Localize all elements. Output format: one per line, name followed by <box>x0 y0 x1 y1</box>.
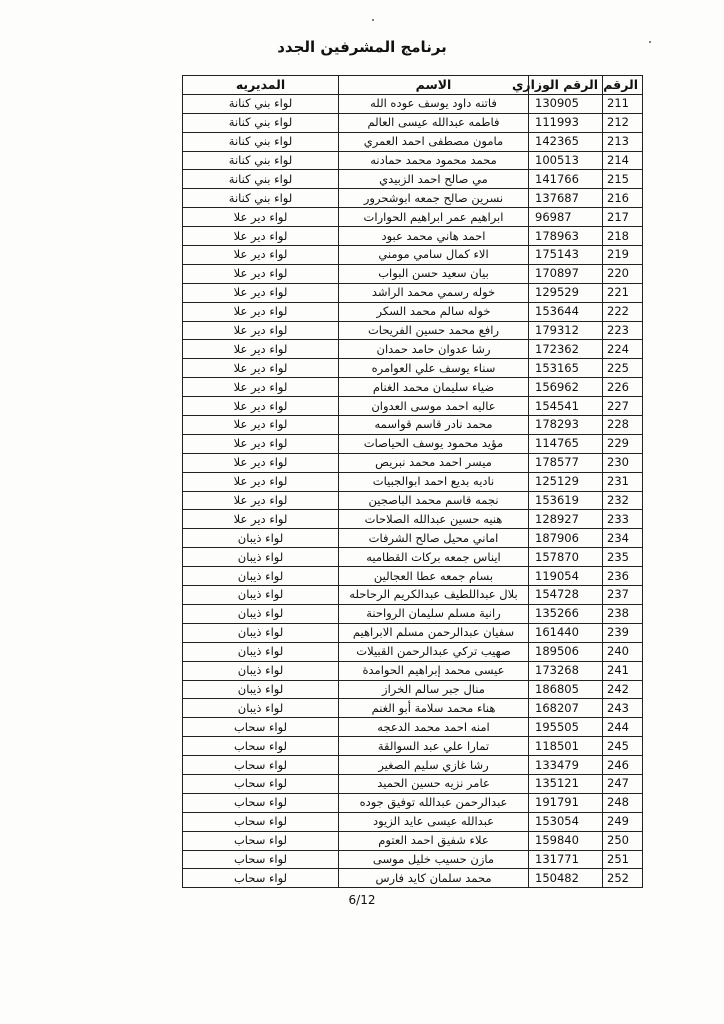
table-row <box>183 208 643 227</box>
seq-cell: 235 <box>603 548 643 567</box>
table-row <box>183 869 643 888</box>
table-row <box>183 264 643 283</box>
directorate-cell: لواء دير علا <box>183 491 339 510</box>
name-cell: رانية مسلم سليمان الرواحنة <box>339 604 529 623</box>
seq-cell: 220 <box>603 264 643 283</box>
seq-cell: 236 <box>603 567 643 586</box>
name-cell: فاطمه عبدالله عيسى العالم <box>339 113 529 132</box>
seq-cell: 248 <box>603 793 643 812</box>
directorate-cell: لواء ذيبان <box>183 567 339 586</box>
name-cell: عبدالرحمن عبدالله توفيق جوده <box>339 793 529 812</box>
ministry-no-cell: 178963 <box>529 227 603 246</box>
name-cell: امنه احمد محمد الدعجه <box>339 718 529 737</box>
directorate-cell: لواء دير علا <box>183 246 339 265</box>
table-row <box>183 283 643 302</box>
directorate-cell: لواء بني كنانة <box>183 94 339 113</box>
ministry-no-cell: 129529 <box>529 283 603 302</box>
directorate-cell: لواء دير علا <box>183 453 339 472</box>
ministry-no-cell: 186805 <box>529 680 603 699</box>
ministry-no-cell: 131771 <box>529 850 603 869</box>
seq-cell: 230 <box>603 453 643 472</box>
table-row <box>183 661 643 680</box>
ministry-no-cell: 161440 <box>529 623 603 642</box>
directorate-cell: لواء دير علا <box>183 434 339 453</box>
name-cell: ايناس جمعه بركات القطاميه <box>339 548 529 567</box>
directorate-cell: لواء ذيبان <box>183 661 339 680</box>
name-cell: منال جبر سالم الخراز <box>339 680 529 699</box>
directorate-cell: لواء دير علا <box>183 227 339 246</box>
name-cell: بلال عبداللطيف عبدالكريم الرحاحله <box>339 586 529 605</box>
table-row <box>183 642 643 661</box>
seq-cell: 232 <box>603 491 643 510</box>
seq-cell: 215 <box>603 170 643 189</box>
seq-cell: 238 <box>603 604 643 623</box>
seq-cell: 229 <box>603 434 643 453</box>
table-row <box>183 378 643 397</box>
name-cell: محمد سلمان كايد فارس <box>339 869 529 888</box>
ministry-no-cell: 154728 <box>529 586 603 605</box>
table-row <box>183 94 643 113</box>
table-row <box>183 113 643 132</box>
ministry-no-cell: 178293 <box>529 416 603 435</box>
table-row <box>183 756 643 775</box>
seq-cell: 239 <box>603 623 643 642</box>
seq-cell: 242 <box>603 680 643 699</box>
directorate-cell: لواء سحاب <box>183 718 339 737</box>
ministry-no-cell: 119054 <box>529 567 603 586</box>
seq-cell: 225 <box>603 359 643 378</box>
table-row <box>183 397 643 416</box>
page-number: 6/12 <box>348 893 376 907</box>
table-row <box>183 472 643 491</box>
name-cell: ناديه بديع احمد ابوالجبيات <box>339 472 529 491</box>
seq-cell: 227 <box>603 397 643 416</box>
name-cell: هناء محمد سلامة أبو الغنم <box>339 699 529 718</box>
page-title: برنامج المشرفين الجدد <box>277 38 447 56</box>
table-row <box>183 718 643 737</box>
ministry-no-cell: 179312 <box>529 321 603 340</box>
table-row <box>183 586 643 605</box>
seq-cell: 252 <box>603 869 643 888</box>
name-cell: عيسى محمد إبراهيم الحوامدة <box>339 661 529 680</box>
name-cell: احمد هاني محمد عبود <box>339 227 529 246</box>
ministry-no-cell: 133479 <box>529 756 603 775</box>
table-row <box>183 491 643 510</box>
table-row <box>183 416 643 435</box>
seq-cell: 214 <box>603 151 643 170</box>
table-row <box>183 831 643 850</box>
seq-cell: 249 <box>603 812 643 831</box>
table-row <box>183 774 643 793</box>
directorate-cell: لواء سحاب <box>183 850 339 869</box>
directorate-cell: لواء بني كنانة <box>183 189 339 208</box>
name-cell: هنيه حسين عبدالله الصلاحات <box>339 510 529 529</box>
directorate-cell: لواء سحاب <box>183 869 339 888</box>
seq-cell: 247 <box>603 774 643 793</box>
table-row <box>183 302 643 321</box>
directorate-cell: لواء ذيبان <box>183 699 339 718</box>
directorate-cell: لواء دير علا <box>183 340 339 359</box>
name-cell: ابراهيم عمر ابراهيم الحوارات <box>339 208 529 227</box>
seq-cell: 244 <box>603 718 643 737</box>
ministry-no-cell: 195505 <box>529 718 603 737</box>
directorate-cell: لواء دير علا <box>183 283 339 302</box>
name-cell: عامر نزيه حسين الحميد <box>339 774 529 793</box>
name-cell: مي صالح احمد الزبيدي <box>339 170 529 189</box>
seq-cell: 212 <box>603 113 643 132</box>
ministry-no-cell: 175143 <box>529 246 603 265</box>
table-row <box>183 604 643 623</box>
ministry-no-cell: 96987 <box>529 208 603 227</box>
name-cell: عاليه احمد موسى العدوان <box>339 397 529 416</box>
seq-cell: 219 <box>603 246 643 265</box>
directorate-cell: لواء دير علا <box>183 321 339 340</box>
directorate-cell: لواء دير علا <box>183 510 339 529</box>
name-cell: صهيب تركي عبدالرحمن القبيلات <box>339 642 529 661</box>
ministry-no-cell: 173268 <box>529 661 603 680</box>
table-row <box>183 812 643 831</box>
name-cell: سفيان عبدالرحمن مسلم الابراهيم <box>339 623 529 642</box>
name-cell: سناء يوسف علي العوامره <box>339 359 529 378</box>
name-cell: خوله رسمي محمد الراشد <box>339 283 529 302</box>
ministry-no-cell: 189506 <box>529 642 603 661</box>
seq-cell: 233 <box>603 510 643 529</box>
directorate-cell: لواء دير علا <box>183 397 339 416</box>
name-cell: الاء كمال سامي مومني <box>339 246 529 265</box>
ministry-no-cell: 128927 <box>529 510 603 529</box>
table-row <box>183 680 643 699</box>
ministry-no-cell: 130905 <box>529 94 603 113</box>
name-cell: ضياء سليمان محمد الغنام <box>339 378 529 397</box>
ministry-no-cell: 150482 <box>529 869 603 888</box>
seq-cell: 245 <box>603 737 643 756</box>
name-cell: محمد محمود محمد حمادنه <box>339 151 529 170</box>
directorate-cell: لواء بني كنانة <box>183 113 339 132</box>
seq-cell: 228 <box>603 416 643 435</box>
directorate-cell: لواء دير علا <box>183 302 339 321</box>
name-cell: ميسر احمد محمد نبريص <box>339 453 529 472</box>
ministry-no-cell: 157870 <box>529 548 603 567</box>
directorate-cell: لواء دير علا <box>183 472 339 491</box>
seq-cell: 241 <box>603 661 643 680</box>
table-row <box>183 132 643 151</box>
directorate-cell: لواء بني كنانة <box>183 151 339 170</box>
scan-speck <box>372 19 374 21</box>
seq-cell: 211 <box>603 94 643 113</box>
seq-cell: 216 <box>603 189 643 208</box>
table-row <box>183 623 643 642</box>
table-body <box>183 94 643 887</box>
name-cell: عبدالله عيسى عايد الزيود <box>339 812 529 831</box>
directorate-cell: لواء دير علا <box>183 359 339 378</box>
ministry-no-cell: 153644 <box>529 302 603 321</box>
table-row <box>183 548 643 567</box>
name-cell: فاتنه داود يوسف عوده الله <box>339 94 529 113</box>
seq-cell: 226 <box>603 378 643 397</box>
directorate-cell: لواء ذيبان <box>183 548 339 567</box>
ministry-no-cell: 111993 <box>529 113 603 132</box>
name-cell: بسام جمعه عطا العجالين <box>339 567 529 586</box>
seq-cell: 221 <box>603 283 643 302</box>
directorate-cell: لواء سحاب <box>183 812 339 831</box>
ministry-no-cell: 137687 <box>529 189 603 208</box>
table-row <box>183 510 643 529</box>
seq-cell: 246 <box>603 756 643 775</box>
name-cell: رشا عدوان حامد حمدان <box>339 340 529 359</box>
name-cell: تمارا علي عبد السوالقة <box>339 737 529 756</box>
ministry-no-cell: 178577 <box>529 453 603 472</box>
header-seq: الرقم <box>603 76 643 95</box>
ministry-no-cell: 100513 <box>529 151 603 170</box>
ministry-no-cell: 159840 <box>529 831 603 850</box>
table-row <box>183 151 643 170</box>
directorate-cell: لواء دير علا <box>183 264 339 283</box>
name-cell: نسرين صالح جمعه ابوشحرور <box>339 189 529 208</box>
table-row <box>183 453 643 472</box>
name-cell: علاء شفيق احمد العتوم <box>339 831 529 850</box>
ministry-no-cell: 142365 <box>529 132 603 151</box>
name-cell: رافع محمد حسين الفريحات <box>339 321 529 340</box>
ministry-no-cell: 154541 <box>529 397 603 416</box>
seq-cell: 237 <box>603 586 643 605</box>
seq-cell: 224 <box>603 340 643 359</box>
name-cell: مؤيد محمود يوسف الحياصات <box>339 434 529 453</box>
ministry-no-cell: 172362 <box>529 340 603 359</box>
directorate-cell: لواء سحاب <box>183 756 339 775</box>
ministry-no-cell: 153619 <box>529 491 603 510</box>
seq-cell: 250 <box>603 831 643 850</box>
name-cell: مازن حسيب خليل موسى <box>339 850 529 869</box>
table-header-row <box>183 76 643 95</box>
directorate-cell: لواء دير علا <box>183 416 339 435</box>
table-row <box>183 359 643 378</box>
table-row <box>183 340 643 359</box>
header-ministry-no: الرقم الوزاري <box>529 76 603 95</box>
seq-cell: 231 <box>603 472 643 491</box>
table-row <box>183 567 643 586</box>
name-cell: خوله سالم محمد السكر <box>339 302 529 321</box>
ministry-no-cell: 170897 <box>529 264 603 283</box>
seq-cell: 217 <box>603 208 643 227</box>
table-row <box>183 227 643 246</box>
seq-cell: 240 <box>603 642 643 661</box>
table-row <box>183 170 643 189</box>
ministry-no-cell: 153054 <box>529 812 603 831</box>
table-row <box>183 321 643 340</box>
directorate-cell: لواء دير علا <box>183 208 339 227</box>
directorate-cell: لواء سحاب <box>183 793 339 812</box>
seq-cell: 218 <box>603 227 643 246</box>
ministry-no-cell: 125129 <box>529 472 603 491</box>
ministry-no-cell: 135266 <box>529 604 603 623</box>
table-row <box>183 699 643 718</box>
table-row <box>183 737 643 756</box>
directorate-cell: لواء دير علا <box>183 378 339 397</box>
seq-cell: 223 <box>603 321 643 340</box>
name-cell: بيان سعيد حسن البواب <box>339 264 529 283</box>
directorate-cell: لواء سحاب <box>183 737 339 756</box>
name-cell: نجمه قاسم محمد الباصجين <box>339 491 529 510</box>
seq-cell: 213 <box>603 132 643 151</box>
directorate-cell: لواء سحاب <box>183 774 339 793</box>
name-cell: اماني محيل صالح الشرفات <box>339 529 529 548</box>
seq-cell: 243 <box>603 699 643 718</box>
directorate-cell: لواء ذيبان <box>183 680 339 699</box>
table-row <box>183 434 643 453</box>
header-directorate: المديريه <box>183 76 339 95</box>
supervisors-table <box>182 75 643 888</box>
ministry-no-cell: 135121 <box>529 774 603 793</box>
ministry-no-cell: 118501 <box>529 737 603 756</box>
ministry-no-cell: 156962 <box>529 378 603 397</box>
seq-cell: 222 <box>603 302 643 321</box>
table-row <box>183 793 643 812</box>
name-cell: رشا غازي سليم الصغير <box>339 756 529 775</box>
directorate-cell: لواء ذيبان <box>183 623 339 642</box>
directorate-cell: لواء سحاب <box>183 831 339 850</box>
directorate-cell: لواء ذيبان <box>183 642 339 661</box>
table-row <box>183 529 643 548</box>
seq-cell: 251 <box>603 850 643 869</box>
directorate-cell: لواء ذيبان <box>183 604 339 623</box>
ministry-no-cell: 153165 <box>529 359 603 378</box>
ministry-no-cell: 187906 <box>529 529 603 548</box>
directorate-cell: لواء بني كنانة <box>183 170 339 189</box>
seq-cell: 234 <box>603 529 643 548</box>
table-row <box>183 189 643 208</box>
table-row <box>183 246 643 265</box>
header-name: الاسم <box>339 76 529 95</box>
name-cell: محمد نادر قاسم قواسمه <box>339 416 529 435</box>
table-row <box>183 850 643 869</box>
directorate-cell: لواء ذيبان <box>183 586 339 605</box>
name-cell: مامون مصطفى احمد العمري <box>339 132 529 151</box>
ministry-no-cell: 141766 <box>529 170 603 189</box>
directorate-cell: لواء بني كنانة <box>183 132 339 151</box>
directorate-cell: لواء ذيبان <box>183 529 339 548</box>
ministry-no-cell: 191791 <box>529 793 603 812</box>
ministry-no-cell: 168207 <box>529 699 603 718</box>
ministry-no-cell: 114765 <box>529 434 603 453</box>
